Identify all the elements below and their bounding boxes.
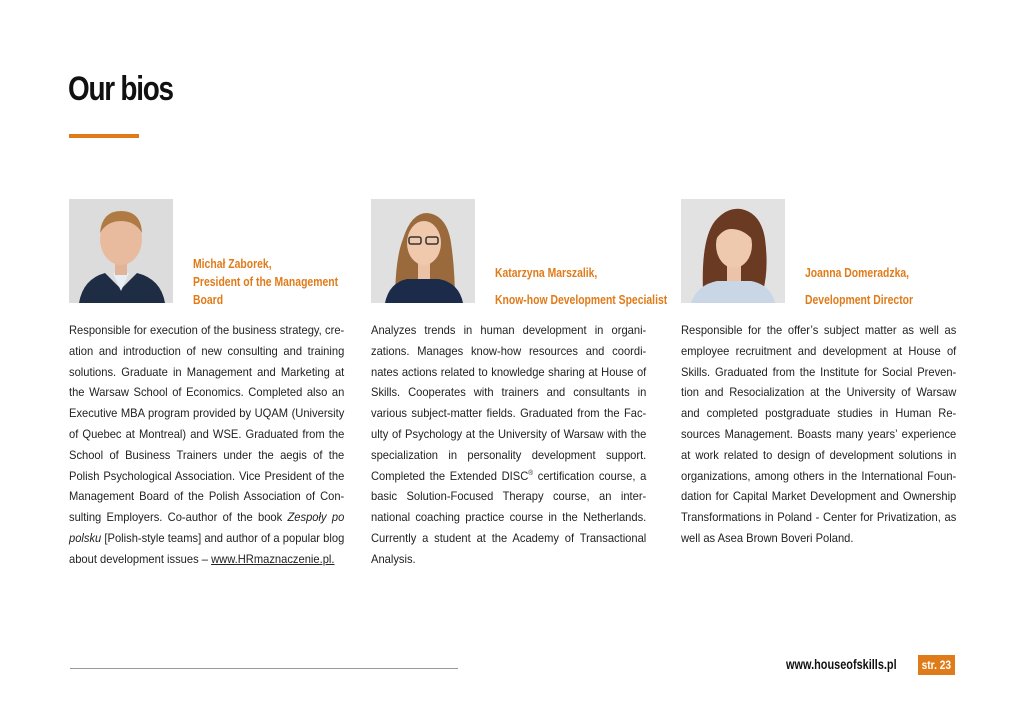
blog-link[interactable]: www.HRmaznaczenie.pl.	[211, 551, 335, 566]
portrait-photo-joanna	[681, 199, 785, 303]
person-role-joanna: Development Director	[805, 292, 914, 307]
title-underline	[69, 134, 139, 138]
portrait-photo-katarzyna	[371, 199, 475, 303]
page-title: Our bios	[68, 70, 173, 108]
portrait-photo-michal	[69, 199, 173, 303]
registered-mark: ®	[528, 469, 534, 477]
footer-website[interactable]: www.houseofskills.pl	[786, 656, 897, 672]
bio-joanna: Responsible for the offer’s subject matter as well as employee recruitment and development at House of Skills. Graduated from the Institute for Social Prevention and Resocialization at the University of Warsaw and completed postgraduate studies in Human Resources Management. Boasts many years’ experience at work related to design of development solutions in organizations, among others in the International Foundation for Capital Market Development and Ownership Transformations in Poland - Center for Privatization, as well as Asea Brown Boveri Poland.	[681, 323, 957, 545]
person-name-katarzyna: Katarzyna Marszalik,	[495, 265, 598, 280]
person-role-katarzyna: Know-how Development Specialist	[495, 292, 668, 307]
person-role-michal-line2: Board	[193, 292, 224, 307]
book-title: Zespoły po polsku	[69, 510, 345, 545]
footer-divider	[70, 668, 458, 669]
person-name-michal: Michał Zaborek,	[193, 256, 272, 271]
person-name-joanna: Joanna Domeradzka,	[805, 265, 910, 280]
bio-katarzyna: Analyzes trends in human development in organizations. Manages know-how resources and coordinates actions related to knowledge sharing at House of Skills. Cooperates with trainers and consultants in various subject-matter fields. Graduated from the Faculty of Psychology at the University of Warsaw with the specialization in personality development support. Completed the Extended DISC® certification course, a basic Solution-Focused Therapy course, an international coaching practice course in the Netherlands. Currently a student at the Academy of Transactional Analysis.	[371, 323, 647, 566]
page-number-badge	[918, 655, 955, 675]
page-number: str. 23	[921, 658, 952, 672]
person-role-michal-line1: President of the Management	[193, 274, 339, 289]
bio-michal: Responsible for execution of the business strategy, creation and introduction of new consulting and training solutions. Graduate in Management and Marketing at the Warsaw School of Economics. Completed also an Executive MBA program provided by UQAM (University of Quebec at Montreal) and WSE. Graduated from the School of Business Trainers under the aegis of the Polish Psychological Association. Vice President of the Management Board of the Polish Association of Consulting Employers. Co-author of the book Zespoły po polsku [Polish-style teams] and author of a popular blog about development issues – www.HRmaznaczenie.pl.	[69, 323, 345, 566]
